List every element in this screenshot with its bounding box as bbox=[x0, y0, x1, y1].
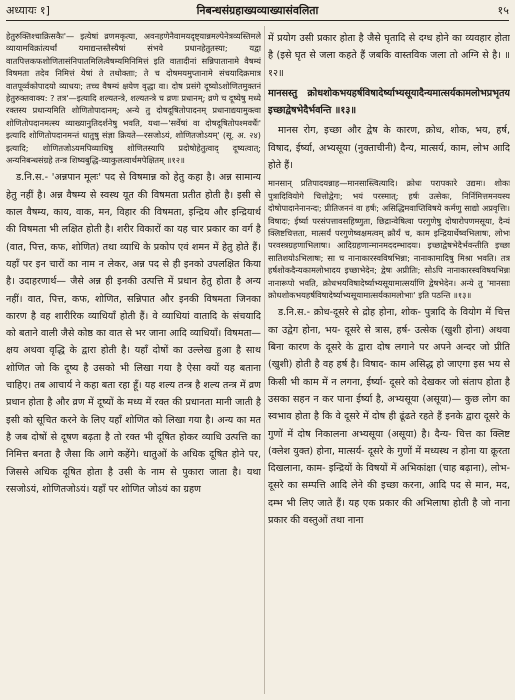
sanskrit-commentary-right: मानसान् प्रतिपादयन्नाह—मानसास्त्वित्यादि। क्रोधः परापकारे उद्यमः। शोकः पुत्रादिवियोगे चित्तोद्वेगः; भयं परस्मात्; हर्षः उत्सेकः, निर्निमित्तमनयस्य दोषोपादानेनानन्दः; प्रीतिजननं वा हर्षः; असिद्धिमवाप्तिविषये कर्मणु साद्यो अप्रवृत्तिः। विषादः; ईर्ष्या परसंपत्तावसहिष्णुता, छिद्रान्वेषित्वा परगुणेषु दोषारोपणमसूया, दैन्यं क्लिष्टचित्तता, मात्सर्यं परगुणेष्वक्षमत्वम् क्रौर्यं च, काम इन्द्रियार्थेष्वभिलाषः, लोभः परवस्त्रग्रहणाभिलाषः। आदिग्रहणान्मानमददम्भादयः। इच्छाद्वेषभेदैर्भवन्तीति इच्छा सातिशयोऽभिलाषः; सा च नानाकारस्वविषभिन्ना; नानाकामादिषु मिश्रा भवति। तत्र हर्षशोकदैन्यकामलोभादय इच्छाभेदेन; द्वेषः अप्रीतिः; सोऽपि नानाकारस्वविषयभिन्नः नानारूपो भवति, क्रोधभयविषादेर्ष्याभ्यसूयामात्सर्याणि द्वेषभेदेन। अन्ये तु 'मानसाः क्रोधशोकभयहर्षविषादेर्ष्याभ्यसूयामात्सर्यकामलोभाः' इति पठन्ति ॥१३॥ bbox=[268, 178, 510, 301]
running-title: निबन्धसंग्रहाख्यव्याख्यासंवलिता bbox=[196, 4, 319, 17]
left-column bbox=[6, 30, 261, 694]
hindi-commentary-left: ड.नि.स.- 'अन्नपान मूलः' पद से विषमान्न को हेतु कहा है। अन्न सामान्य हेतु नहीं है। अन्न वैषम्य से स्वस्थ यूत की विषमता प्रतीत होती है। इसी से काल वैषम्य, काय, वाक, मन, विहार की विषमता, इन्द्रिय और इन्द्रियार्थ की विषमता भी लक्षित होती है। शरीर विकारों का यह चार प्रकार का वर्ग है (वात, पित्त, कफ, शोणित) तथा व्याधि के प्रकोप एवं शमन में हेतु होते हैं। यहाँ पर इन चारों का नाम न लेकर, अन्न पद से ही इनको उपलक्षित किया है। उदाहरणार्थ— जैसे अन्न ही इनकी उत्पत्ति में प्रधान हेतु होता है अन्य नहीं। वात, पित्त, कफ, शोणित, सन्निपात और इनकी विषमता जिनका कारण है वह शारीरिक व्याधियाँ होती हैं। वे व्याधियां वातादि के संचयादि को बताने वाली जैसे कोष्ठ का वात से भर जाना आदि व्याधियाँ। विषमता—क्षय अथवा वृद्धि के द्वारा होती है। यहाँ दोषों का उल्लेख हुआ है साथ शोणित जो कि दूष्य है उसको भी लिखा गया है ऐसा क्यों यह बताना चाहिए। तब आचार्य ने कहा बता रहा हूँ। यह शल्य तन्त्र है शल्य तन्त्र में व्रण प्रधान होता है और व्रण में दूष्यों के मध्य में रक्त की प्रधानता मानी जाती है इसी को सूचित करने के लिए यहाँ शोणित को लिखा गया है। अन्य का मत है जब दोषों से दूषण बढ़ता है तो रक्त भी दूषित होकर व्याधि उत्पत्ति का निमित्त बनता है जैसा कि आगे कहेंगे। धातुओं के अधिक दूषित होने पर, जिससे अधिक दूषित होता है उसी के नाम से पुकारा जाता है। यथा रसजोऽयं, शोणितजोऽयं। यहाँ पर शोणित जोऽयं का ग्रहण bbox=[6, 172, 261, 495]
sutra-text: मानसस्तु क्रोधशोकभयहर्षविषादेर्ष्याभ्यसूयादैन्यमात्सर्यकामलोभप्रभृतय इच्छाद्वेषभेदैर्भवन्ति ॥१३॥ bbox=[268, 87, 510, 117]
sutra-translation: मानस रोग, इच्छा और द्वेष के कारण, क्रोध, शोक, भय, हर्ष, विषाद, ईर्ष्या, अभ्यसूया (नुक्ताचीनी) दैन्य, मात्सर्य, काम, लोभ आदि होते हैं। bbox=[268, 125, 510, 172]
column-divider bbox=[264, 26, 265, 694]
page-header bbox=[6, 2, 509, 21]
hindi-commentary-right: ड.नि.स.- क्रोध-दूसरे से द्रोह होना, शोक- पुत्रादि के वियोग में चित्त का उद्वेग होना, भय- दूसरे से त्रास, हर्ष- उत्सेक (खुशी होना) अथवा बिना कारण के दूसरे के द्वारा दोष लगाने पर अपने अन्दर जो प्रीति (खुशी) होती है वह हर्ष है। विषाद- काम असिद्ध हो जाएगा इस भय से किसी भी काम में न लगना, ईर्ष्या- दूसरे को देखकर जो संताप होता है उसका सहन न कर पाना ईर्ष्या है, अभ्यसूया (असूया)— कुछ लोग का स्वभाव होता है कि वे दूसरे में दोष ही ढूंढते रहते हैं इनके द्वारा दूसरे के गुणों में दोष निकालना अभ्यसूया (असूया) है। दैन्य- चित्त का क्लिष्ट (क्लेश युक्त) होना, मात्सर्य- दूसरे के गुणों में मध्यस्थ न होना या क्रूरता दिखलाना, काम- इन्द्रियों के विषयों में अभिकांक्षा (चाह बढ़ाना), लोभ-दूसरे का सम्पत्ति आदि लेने की इच्छा करना, आदि पद से मान, मद, दम्भ भी लिए जाते हैं। यह एक प्रकार की अभिलाषा होती है जो नाना प्रकार की वस्तुओं तथा नाना bbox=[268, 307, 510, 526]
hindi-continuation: में प्रयोग उसी प्रकार होता है जैसे घृतादि से दग्ध होने का व्यवहार होता है (इसे घृत से जला कहते हैं जबकि वास्तविक जला तो अग्नि से है। ॥१२॥ bbox=[268, 33, 510, 79]
chapter-label: अध्यायः १] bbox=[6, 4, 50, 17]
page-number: १५ bbox=[497, 4, 509, 17]
right-column bbox=[268, 30, 510, 694]
sanskrit-commentary-left: हेतुरुक्तिश्चाक्रिसकैः'— इत्येषां व्रणमकृत्या, अवनहणेनैवामयदृष्ट्यान्नमल्पेनेत्रव्यस्तिमले व्यायामविक्रांत्यर्थां यमाद्यन्तस्तैस्यैषां संभवे प्रधानहेतुतस्या; यद्वा वातपित्तकफशोणितासंनिपातमिलित्वैषम्यमिनिमित्तं इति वातादीनां सन्निपातानामे वैषम्यं विषमता तदेव निमित्तं येषां ते तथोक्ताः; ते च दोषमयमुप्तानामे संचयादिक्रमात्र वातपूर्व्वकोपादयो व्याधयः; तच्च वैषम्यं क्षयेण वृद्धा वा। दोष प्रसंगे दूष्योऽशोणितमुक्तनं हेतुरुक्तवाक्य: ? तत्र'—इत्यादि शल्यतन्त्रे, शल्यतन्त्रे च व्रणः प्रधानम्; व्रणे च दूष्येषु मध्ये रक्तस्य प्रधान्यमिति शोणितोपादानम्; अन्ये तु दोषदूषितोपादनम् प्रधानाद्ययामुक्त्वा शोणितोपदानमत्स्य व्याख्यानुतिदर्शनेषु भवति, यथा—'सर्वेषां वा दोषदूषितोपश्मवर्धैः' इत्यादि शोणितोपदानमन्तं धातुषु संज्ञा क्रियते—रसजोऽयं, शोणितजोऽयम्' (सू. अ. २४) इत्यादि; शोणितजोऽयमपिव्याधिषु शोणितस्यापि प्रदोषोहेतुत्वाद् दूष्यत्वात्; अन्यनिबन्धसंग्रहे तन्त्र शिष्यबुद्धि-व्याकुलत्वार्थमपेक्षितम् ॥१२॥ bbox=[6, 31, 261, 166]
